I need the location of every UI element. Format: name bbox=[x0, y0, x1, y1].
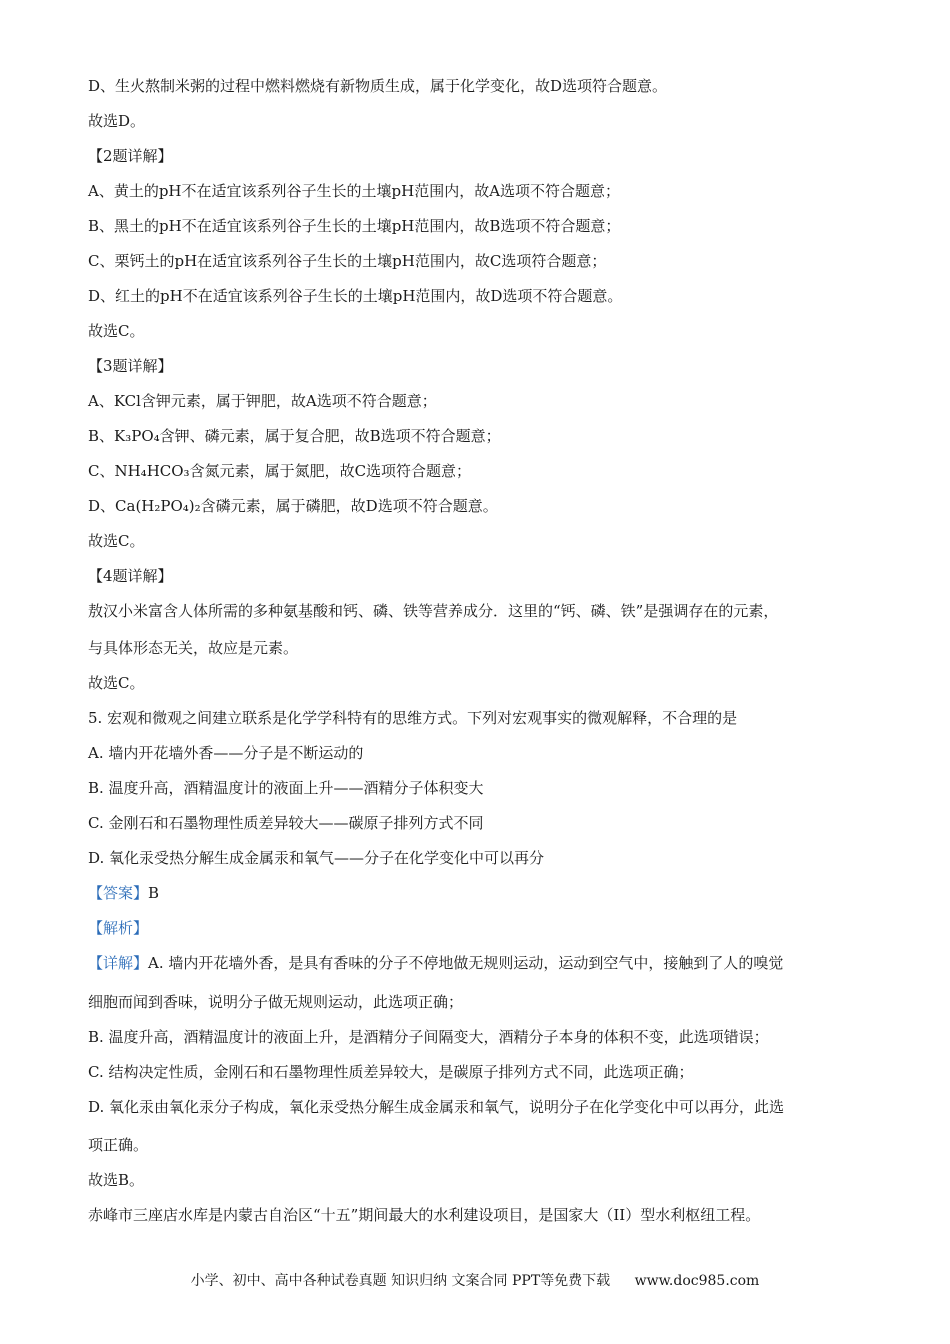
line-text: B. 温度升高，酒精温度计的液面上升，是酒精分子间隔变大，酒精分子本身的体积不变，此选项错误； bbox=[88, 1028, 769, 1046]
line-text: B、K₃PO₄含钾、磷元素，属于复合肥，故B选项不符合题意； bbox=[88, 427, 501, 445]
line-text: 故选D。 bbox=[88, 112, 146, 130]
line-text: 项正确。 bbox=[88, 1136, 149, 1154]
line-text: C. 金刚石和石墨物理性质差异较大——碳原子排列方式不同 bbox=[88, 814, 484, 832]
line-text: C、NH₄HCO₃含氮元素，属于氮肥，故C选项符合题意； bbox=[88, 462, 472, 480]
line-text: 5. 宏观和微观之间建立联系是化学学科特有的思维方式。下列对宏观事实的微观解释，不合理的是 bbox=[88, 709, 738, 727]
text-line bbox=[88, 601, 878, 621]
text-line bbox=[88, 391, 878, 411]
text-line bbox=[88, 1062, 878, 1082]
text-line bbox=[88, 743, 878, 763]
text-line bbox=[88, 1027, 878, 1047]
line-text: 故选C。 bbox=[88, 674, 145, 692]
line-text: 赤峰市三座店水库是内蒙古自治区“十五”期间最大的水利建设项目，是国家大（II）型水利枢纽工程。 bbox=[88, 1206, 761, 1224]
line-text: 故选C。 bbox=[88, 322, 145, 340]
text-line bbox=[88, 111, 878, 131]
line-text: D、Ca(H₂PO₄)₂含磷元素，属于磷肥，故D选项不符合题意。 bbox=[88, 497, 498, 515]
line-text: B、黑土的pH不在适宜该系列谷子生长的土壤pH范围内，故B选项不符合题意； bbox=[88, 217, 621, 235]
footer-url[interactable]: www.doc985.com bbox=[634, 1273, 760, 1289]
text-line bbox=[88, 251, 878, 271]
line-text: A、KCl含钾元素，属于钾肥，故A选项不符合题意； bbox=[88, 392, 437, 410]
text-line bbox=[88, 1205, 878, 1225]
text-line bbox=[88, 883, 878, 903]
section-tag: 【答案】 bbox=[88, 884, 149, 902]
page-footer bbox=[0, 1270, 950, 1290]
text-line bbox=[88, 813, 878, 833]
text-line bbox=[88, 673, 878, 693]
text-line bbox=[88, 1135, 878, 1155]
text-line bbox=[88, 638, 878, 658]
line-text: A. 墙内开花墙外香，是具有香味的分子不停地做无规则运动，运动到空气中，接触到了人的嗅觉 bbox=[148, 954, 784, 972]
text-line bbox=[88, 181, 878, 201]
line-text: 敖汉小米富含人体所需的多种氨基酸和钙、磷、铁等营养成分．这里的“钙、磷、铁”是强调存在的元素， bbox=[88, 602, 779, 620]
text-line bbox=[88, 1097, 878, 1117]
text-line bbox=[88, 216, 878, 236]
section-tag: 【详解】 bbox=[88, 954, 149, 972]
line-text: B bbox=[148, 884, 160, 902]
text-line bbox=[88, 778, 878, 798]
line-text: A. 墙内开花墙外香——分子是不断运动的 bbox=[88, 744, 364, 762]
text-line bbox=[88, 321, 878, 341]
line-text: D. 氧化汞由氧化汞分子构成，氧化汞受热分解生成金属汞和氧气，说明分子在化学变化中可以再分，此选 bbox=[88, 1098, 785, 1116]
line-text: B. 温度升高，酒精温度计的液面上升——酒精分子体积变大 bbox=[88, 779, 484, 797]
section-tag: 【解析】 bbox=[88, 919, 149, 937]
line-text: C、栗钙土的pH在适宜该系列谷子生长的土壤pH范围内，故C选项符合题意； bbox=[88, 252, 607, 270]
text-line bbox=[88, 531, 878, 551]
line-text: 故选B。 bbox=[88, 1171, 145, 1189]
line-text: 【4题详解】 bbox=[88, 567, 173, 585]
text-line bbox=[88, 76, 878, 96]
line-text: D、生火熬制米粥的过程中燃料燃烧有新物质生成，属于化学变化，故D选项符合题意。 bbox=[88, 77, 668, 95]
line-text: 故选C。 bbox=[88, 532, 145, 550]
text-line bbox=[88, 918, 878, 938]
line-text: C. 结构决定性质，金刚石和石墨物理性质差异较大，是碳原子排列方式不同，此选项正确； bbox=[88, 1063, 694, 1081]
text-line bbox=[88, 848, 878, 868]
text-line bbox=[88, 708, 878, 728]
text-line bbox=[88, 992, 878, 1012]
line-text: D、红土的pH不在适宜该系列谷子生长的土壤pH范围内，故D选项不符合题意。 bbox=[88, 287, 623, 305]
text-line bbox=[88, 496, 878, 516]
text-line bbox=[88, 356, 878, 376]
text-line bbox=[88, 461, 878, 481]
line-text: 细胞而闻到香味，说明分子做无规则运动，此选项正确； bbox=[88, 993, 464, 1011]
line-text: D. 氧化汞受热分解生成金属汞和氧气——分子在化学变化中可以再分 bbox=[88, 849, 545, 867]
footer-text: 小学、初中、高中各种试卷真题 知识归纳 文案合同 PPT等免费下载 bbox=[190, 1273, 611, 1289]
line-text: 【3题详解】 bbox=[88, 357, 173, 375]
line-text: 【2题详解】 bbox=[88, 147, 173, 165]
text-line bbox=[88, 426, 878, 446]
text-line bbox=[88, 566, 878, 586]
text-line bbox=[88, 953, 878, 973]
text-line bbox=[88, 1170, 878, 1190]
line-text: 与具体形态无关，故应是元素。 bbox=[88, 639, 299, 657]
line-text: A、黄土的pH不在适宜该系列谷子生长的土壤pH范围内，故A选项不符合题意； bbox=[88, 182, 621, 200]
text-line bbox=[88, 286, 878, 306]
text-line bbox=[88, 146, 878, 166]
